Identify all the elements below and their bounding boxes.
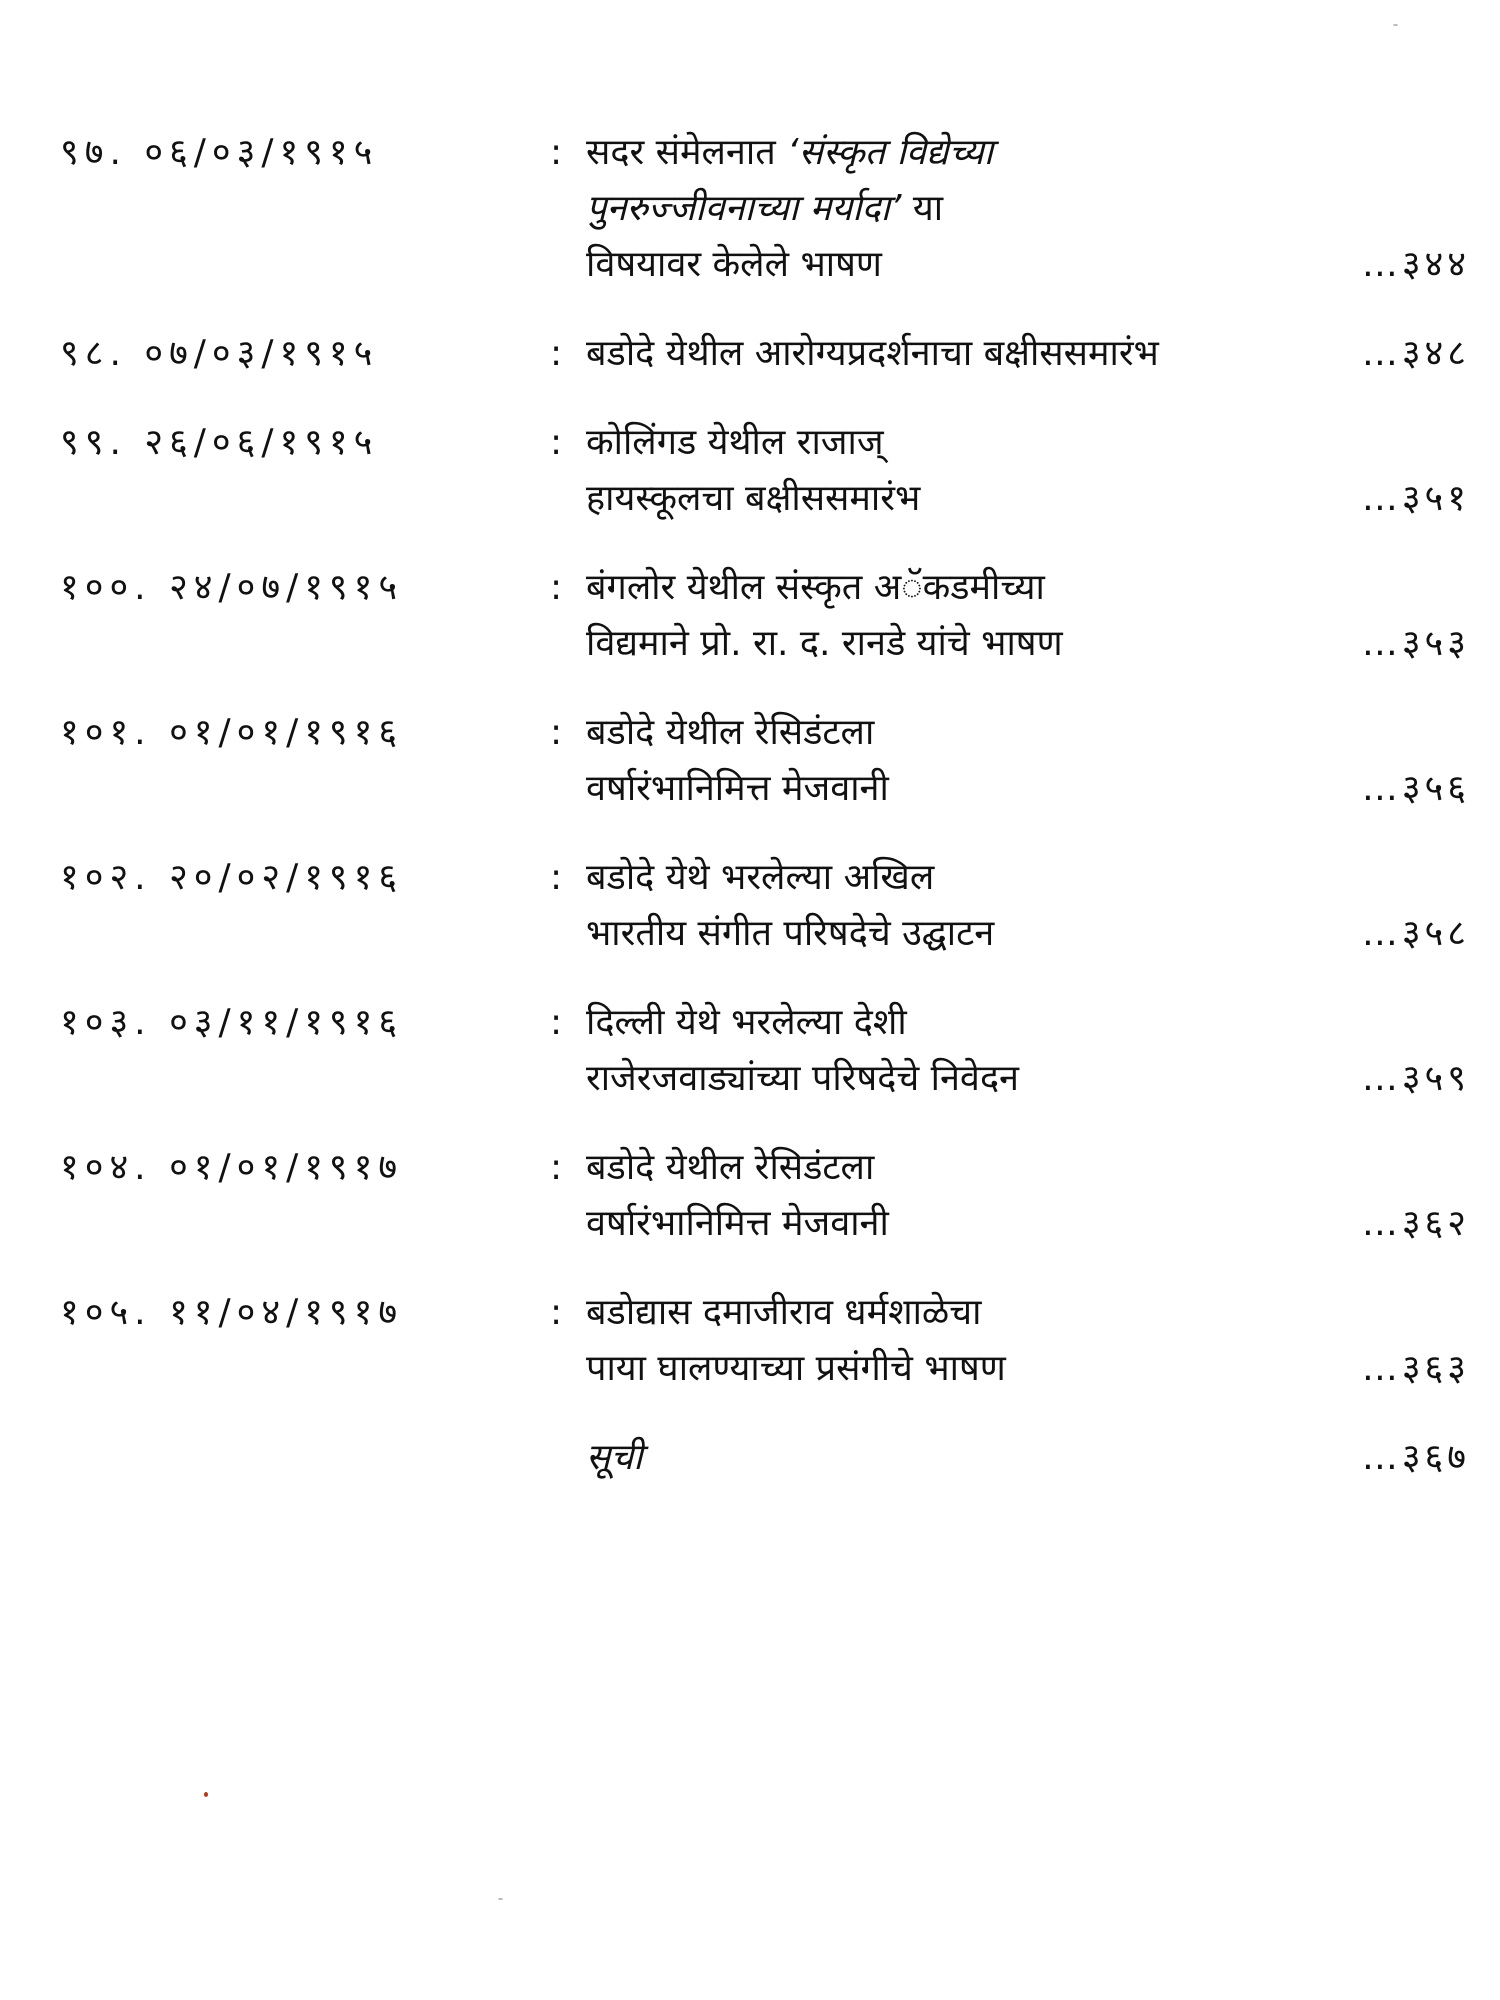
entry-date: ०६/०३/१९१५ — [144, 132, 379, 173]
description-part: बडोदे येथे भरलेल्या अखिल — [586, 857, 935, 898]
entry-number: १००. — [60, 567, 152, 608]
empty-colon — [550, 1430, 586, 1486]
entry-number: १०५. — [60, 1292, 152, 1333]
description-text — [586, 906, 994, 962]
description-text — [586, 1341, 1006, 1397]
entry-date: ०१/०१/१९१६ — [169, 712, 404, 753]
description-line — [586, 237, 1470, 293]
entry-number: १०२. — [60, 857, 152, 898]
description-line — [586, 906, 1470, 962]
description-text — [586, 1051, 1019, 1107]
description-part: दिल्ली येथे भरलेल्या देशी — [586, 1002, 907, 1043]
description-text — [586, 705, 874, 761]
toc-entry — [60, 125, 1470, 293]
entry-description — [586, 1285, 1470, 1397]
description-part: बंगलोर येथील संस्कृत अॅकडमीच्या — [586, 567, 1045, 608]
description-text — [586, 471, 920, 527]
entry-description — [586, 415, 1470, 527]
description-part: विषयावर केलेले भाषण — [586, 244, 882, 285]
description-text — [586, 237, 882, 293]
entry-number-date — [60, 326, 550, 382]
description-text — [586, 761, 889, 817]
page-number: …३५६ — [1361, 768, 1470, 809]
page-number: …३४८ — [1361, 333, 1470, 374]
entry-number: १०१. — [60, 712, 152, 753]
description-text — [586, 995, 907, 1051]
ink-speck — [204, 1792, 208, 1797]
index-description — [586, 1430, 1470, 1486]
toc-entry — [60, 705, 1470, 817]
page-number: …३६३ — [1361, 1348, 1470, 1389]
description-line — [586, 560, 1470, 616]
description-line — [586, 471, 1470, 527]
description-part: बडोदे येथील रेसिडंटला — [586, 712, 875, 753]
entry-number: ९७. — [60, 132, 127, 173]
description-line — [586, 326, 1470, 382]
entry-number: ९९. — [60, 422, 127, 463]
entry-number: १०४. — [60, 1147, 152, 1188]
description-part: बडोद्यास दमाजीराव धर्मशाळेचा — [586, 1292, 982, 1333]
description-text — [586, 1196, 889, 1252]
entry-date: ११/०४/१९१७ — [169, 1292, 404, 1333]
entry-number: १०३. — [60, 1002, 152, 1043]
page-number: …३५१ — [1361, 478, 1470, 519]
entry-number-date — [60, 1140, 550, 1252]
entry-number-date — [60, 995, 550, 1107]
entry-description — [586, 326, 1470, 382]
colon-separator: : — [550, 132, 563, 173]
description-part: वर्षारंभानिमित्त मेजवानी — [586, 1203, 889, 1244]
entry-date: ०७/०३/१९१५ — [144, 333, 379, 374]
ink-speck — [498, 1898, 503, 1900]
toc-entry — [60, 560, 1470, 672]
toc-entry — [60, 1285, 1470, 1397]
index-page-number: …३६७ — [1361, 1437, 1470, 1478]
description-text — [586, 1140, 874, 1196]
description-part: ‘संस्कृत विद्येच्या — [787, 132, 994, 173]
entry-number-date — [60, 560, 550, 672]
description-line — [586, 1285, 1470, 1341]
description-text — [586, 125, 993, 181]
colon-separator: : — [550, 422, 563, 463]
entry-number-date — [60, 415, 550, 527]
entry-number-date — [60, 1285, 550, 1397]
description-text — [586, 326, 1159, 382]
colon-separator: : — [550, 1292, 563, 1333]
toc-entry — [60, 850, 1470, 962]
description-part: या — [901, 188, 944, 229]
colon-separator: : — [550, 333, 563, 374]
description-line — [586, 850, 1470, 906]
description-text — [586, 560, 1045, 616]
entry-description — [586, 560, 1470, 672]
index-label: सूची — [586, 1437, 643, 1478]
page-number: …३४४ — [1361, 244, 1470, 285]
description-text — [586, 181, 943, 237]
entry-date: ०३/११/१९१६ — [169, 1002, 404, 1043]
toc-entry — [60, 995, 1470, 1107]
toc-entry — [60, 1140, 1470, 1252]
description-line — [586, 415, 1470, 471]
empty-number — [60, 1430, 550, 1486]
entry-description — [586, 850, 1470, 962]
description-part: भारतीय संगीत परिषदेचे उद्घाटन — [586, 913, 995, 954]
toc-index-entry — [60, 1430, 1470, 1486]
table-of-contents — [60, 125, 1470, 1519]
description-line — [586, 705, 1470, 761]
description-part: बडोदे येथील रेसिडंटला — [586, 1147, 875, 1188]
description-part: विद्यमाने प्रो. रा. द. रानडे यांचे भाषण — [586, 623, 1063, 664]
description-text — [586, 415, 884, 471]
index-line — [586, 1430, 1470, 1486]
description-line — [586, 125, 1470, 181]
description-line — [586, 1196, 1470, 1252]
colon-separator: : — [550, 1147, 563, 1188]
page-number: …३५३ — [1361, 623, 1470, 664]
description-part: बडोदे येथील आरोग्यप्रदर्शनाचा बक्षीससमारंभ — [586, 333, 1159, 374]
entry-description — [586, 125, 1470, 293]
colon-separator: : — [550, 857, 563, 898]
page-number: …३५८ — [1361, 913, 1470, 954]
page-number: …३६२ — [1361, 1203, 1470, 1244]
toc-entry — [60, 415, 1470, 527]
entry-description — [586, 705, 1470, 817]
description-line — [586, 761, 1470, 817]
entry-date: २०/०२/१९१६ — [169, 857, 404, 898]
description-line — [586, 1341, 1470, 1397]
ink-speck — [1393, 24, 1398, 26]
description-line — [586, 616, 1470, 672]
description-part: सदर संमेलनात — [586, 132, 788, 173]
entry-date: २६/०६/१९१५ — [144, 422, 379, 463]
colon-separator: : — [550, 712, 563, 753]
description-text — [586, 1285, 981, 1341]
page-number: …३५९ — [1361, 1058, 1470, 1099]
description-line — [586, 1051, 1470, 1107]
entry-number-date — [60, 125, 550, 293]
entry-date: ०१/०१/१९१७ — [169, 1147, 404, 1188]
description-line — [586, 995, 1470, 1051]
description-part: कोलिंगड येथील राजाज् — [586, 422, 884, 463]
entry-date: २४/०७/१९१५ — [169, 567, 404, 608]
entry-number-date — [60, 850, 550, 962]
entry-description — [586, 995, 1470, 1107]
description-part: वर्षारंभानिमित्त मेजवानी — [586, 768, 889, 809]
entry-description — [586, 1140, 1470, 1252]
description-part: हायस्कूलचा बक्षीससमारंभ — [586, 478, 921, 519]
description-text — [586, 850, 934, 906]
description-line — [586, 181, 1470, 237]
description-text — [586, 616, 1063, 672]
description-part: राजेरजवाड्यांच्या परिषदेचे निवेदन — [586, 1058, 1020, 1099]
description-part: पुनरुज्जीवनाच्या मर्यादा’ — [586, 188, 902, 229]
toc-entry — [60, 326, 1470, 382]
description-part: पाया घालण्याच्या प्रसंगीचे भाषण — [586, 1348, 1006, 1389]
entry-number-date — [60, 705, 550, 817]
entry-number: ९८. — [60, 333, 127, 374]
colon-separator: : — [550, 1002, 563, 1043]
description-line — [586, 1140, 1470, 1196]
colon-separator: : — [550, 567, 563, 608]
